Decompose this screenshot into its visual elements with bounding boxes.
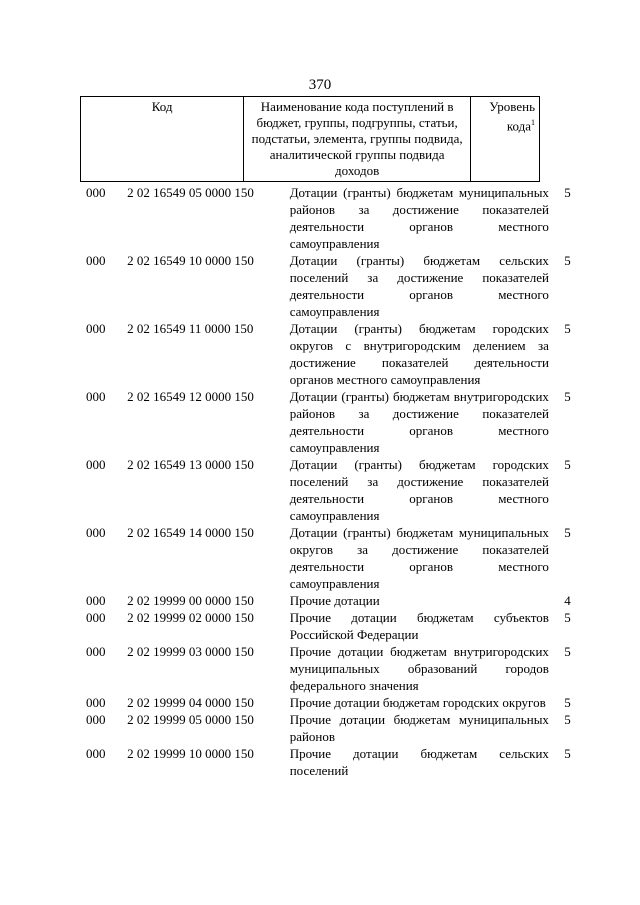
table-row bbox=[86, 643, 586, 694]
row-admin-code: 000 bbox=[86, 712, 106, 727]
row-level: 5 bbox=[564, 695, 571, 710]
table-row bbox=[86, 694, 586, 711]
table-row bbox=[86, 592, 586, 609]
row-level: 5 bbox=[564, 253, 571, 268]
row-budget-code: 2 02 19999 05 0000 150 bbox=[127, 712, 254, 727]
row-name: Прочие дотации бюджетам муниципальных районов bbox=[289, 712, 549, 744]
row-admin-code: 000 bbox=[86, 253, 106, 268]
row-budget-code: 2 02 16549 05 0000 150 bbox=[127, 185, 254, 200]
row-name: Дотации (гранты) бюджетам городских округов с внутригородским делением за достижение показателей деятельности органов местного самоуправления bbox=[289, 321, 549, 387]
row-level: 5 bbox=[564, 525, 571, 540]
page-number: 370 bbox=[308, 77, 332, 93]
header-name: Наименование кода поступлений в бюджет, группы, подгруппы, статьи, подстатьи, элемента, группы подвида, аналитической группы подвида доходов bbox=[244, 97, 471, 182]
row-budget-code: 2 02 16549 14 0000 150 bbox=[127, 525, 254, 540]
row-level: 5 bbox=[564, 644, 571, 659]
row-name: Прочие дотации бюджетам сельских поселений bbox=[289, 746, 549, 778]
row-name: Прочие дотации bbox=[289, 593, 380, 608]
row-admin-code: 000 bbox=[86, 321, 106, 336]
row-level: 5 bbox=[564, 712, 571, 727]
table-header bbox=[80, 96, 540, 182]
row-budget-code: 2 02 16549 13 0000 150 bbox=[127, 457, 254, 472]
row-admin-code: 000 bbox=[86, 389, 106, 404]
row-admin-code: 000 bbox=[86, 593, 106, 608]
row-admin-code: 000 bbox=[86, 695, 106, 710]
codes-table bbox=[86, 184, 586, 779]
row-budget-code: 2 02 19999 04 0000 150 bbox=[127, 695, 254, 710]
row-budget-code: 2 02 16549 10 0000 150 bbox=[127, 253, 254, 268]
row-admin-code: 000 bbox=[86, 525, 106, 540]
row-level: 5 bbox=[564, 610, 571, 625]
table-row bbox=[86, 388, 586, 456]
table-row bbox=[86, 711, 586, 745]
row-name: Прочие дотации бюджетам городских округов bbox=[289, 695, 546, 710]
row-admin-code: 000 bbox=[86, 185, 106, 200]
row-budget-code: 2 02 19999 00 0000 150 bbox=[127, 593, 254, 608]
row-admin-code: 000 bbox=[86, 746, 106, 761]
header-code: Код bbox=[81, 97, 244, 182]
table-row bbox=[86, 456, 586, 524]
footnote-marker: 1 bbox=[531, 118, 535, 127]
row-admin-code: 000 bbox=[86, 457, 106, 472]
row-level: 5 bbox=[564, 185, 571, 200]
row-admin-code: 000 bbox=[86, 644, 106, 659]
row-level: 5 bbox=[564, 389, 571, 404]
row-name: Дотации (гранты) бюджетам муниципальных районов за достижение показателей деятельности органов местного самоуправления bbox=[289, 185, 549, 251]
table-row bbox=[86, 524, 586, 592]
row-budget-code: 2 02 19999 02 0000 150 bbox=[127, 610, 254, 625]
table-row bbox=[86, 745, 586, 779]
row-budget-code: 2 02 16549 11 0000 150 bbox=[127, 321, 254, 336]
row-budget-code: 2 02 19999 03 0000 150 bbox=[127, 644, 254, 659]
row-name: Дотации (гранты) бюджетам городских поселений за достижение показателей деятельности органов местного самоуправления bbox=[289, 457, 549, 523]
row-level: 4 bbox=[564, 593, 571, 608]
row-name: Дотации (гранты) бюджетам внутригородских районов за достижение показателей деятельности органов местного самоуправления bbox=[289, 389, 549, 455]
row-budget-code: 2 02 16549 12 0000 150 bbox=[127, 389, 254, 404]
table-row bbox=[86, 320, 586, 388]
row-name: Дотации (гранты) бюджетам сельских поселений за достижение показателей деятельности органов местного самоуправления bbox=[289, 253, 549, 319]
row-name: Прочие дотации бюджетам субъектов Российской Федерации bbox=[289, 610, 549, 642]
row-name: Дотации (гранты) бюджетам муниципальных округов за достижение показателей деятельности органов местного самоуправления bbox=[289, 525, 549, 591]
row-budget-code: 2 02 19999 10 0000 150 bbox=[127, 746, 254, 761]
table-row bbox=[86, 184, 586, 252]
row-level: 5 bbox=[564, 321, 571, 336]
header-level bbox=[471, 97, 540, 182]
header-level-label: Уровень кода bbox=[489, 99, 535, 134]
row-name: Прочие дотации бюджетам внутригородских муниципальных образований городов федерального значения bbox=[289, 644, 549, 693]
row-level: 5 bbox=[564, 457, 571, 472]
row-admin-code: 000 bbox=[86, 610, 106, 625]
row-level: 5 bbox=[564, 746, 571, 761]
table-row bbox=[86, 609, 586, 643]
table-row bbox=[86, 252, 586, 320]
